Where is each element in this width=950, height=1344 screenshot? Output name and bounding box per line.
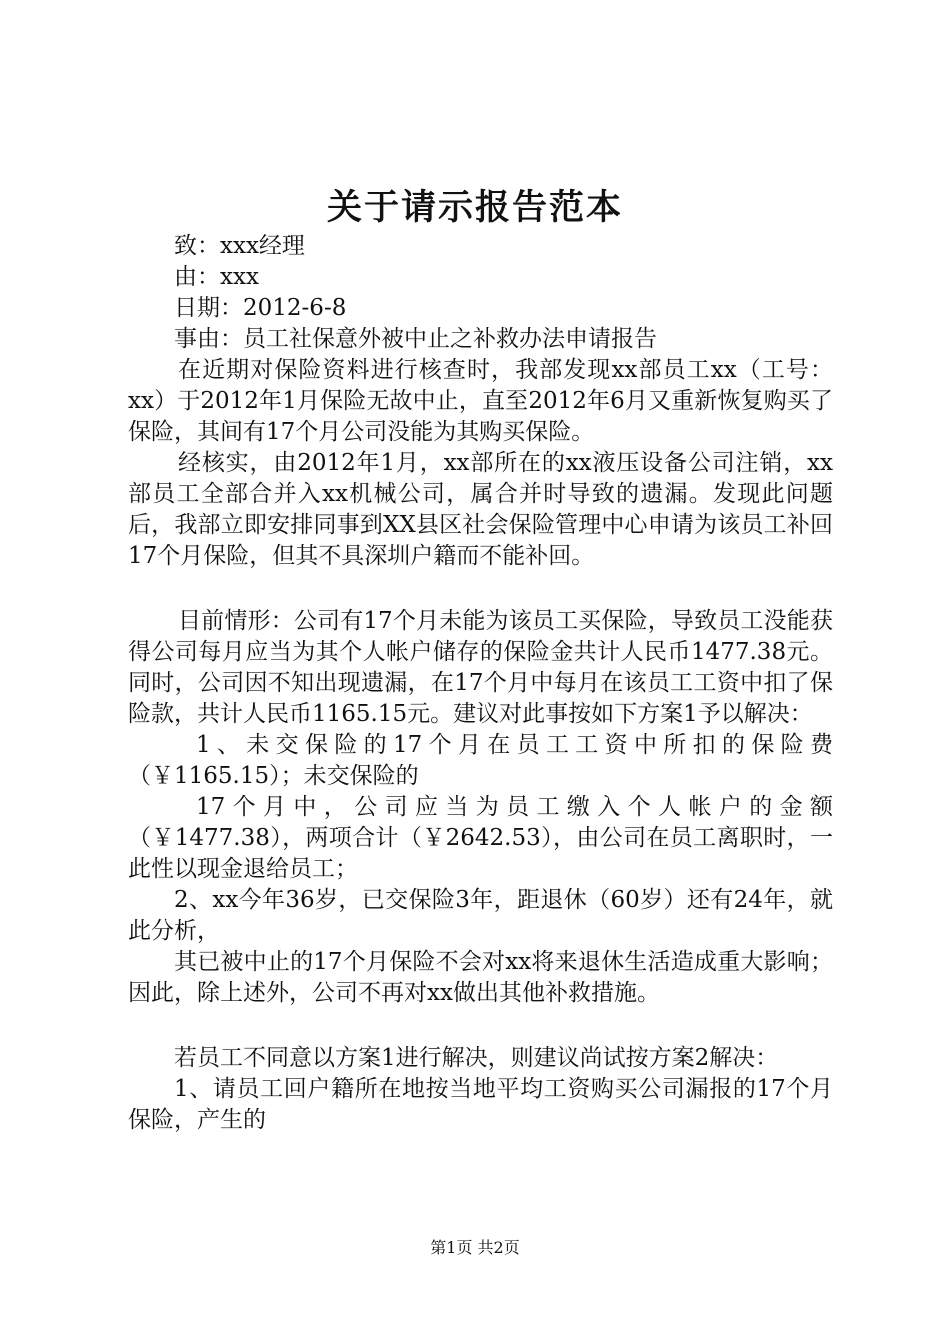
header-to: 致：xxx经理 bbox=[174, 233, 305, 259]
plan1-item2: 2、xx今年36岁，已交保险3年，距退休（60岁）还有24年，就此分析， bbox=[128, 887, 833, 944]
paragraph-verification: 经核实，由2012年1月，xx部所在的xx液压设备公司注销，xx部员工全部合并入xx机械公司，属合并时导致的遗漏。发现此问题后，我部立即安排同事到XX县区社会保险管理中心申请为该员工补回17个月保险，但其不具深圳户籍而不能补回。 bbox=[128, 450, 833, 569]
paragraph-findings: 在近期对保险资料进行核查时，我部发现xx部员工xx（工号：xx）于2012年1月保险无故中止，直至2012年6月又重新恢复购买了保险，其间有17个月公司没能为其购买保险。 bbox=[128, 357, 833, 445]
plan1-item1-cont: 17个月中，公司应当为员工缴入个人帐户的金额（￥1477.38），两项合计（￥2642.53），由公司在员工离职时，一此性以现金退给员工； bbox=[128, 794, 833, 882]
header-subject: 事由：员工社保意外被中止之补救办法申请报告 bbox=[174, 326, 657, 352]
paragraph-gap bbox=[128, 1009, 833, 1043]
paragraph-gap bbox=[128, 572, 833, 606]
header-date: 日期：2012-6-8 bbox=[174, 295, 347, 321]
document-body bbox=[128, 231, 833, 1136]
document-title: 关于请示报告范本 bbox=[326, 187, 623, 228]
header-from: 由：xxx bbox=[174, 264, 259, 290]
plan2-item1: 1、请员工回户籍所在地按当地平均工资购买公司漏报的17个月保险，产生的 bbox=[128, 1076, 833, 1133]
paragraph-plan2-intro: 若员工不同意以方案1进行解决，则建议尚试按方案2解决： bbox=[174, 1045, 779, 1071]
paragraph-current-situation: 目前情形：公司有17个月未能为该员工买保险，导致员工没能获得公司每月应当为其个人帐户储存的保险金共计人民币1477.38元。同时，公司因不知出现遗漏，在17个月中每月在该员工工资中扣了保险款，共计人民币1165.15元。建议对此事按如下方案1予以解决： bbox=[128, 608, 833, 727]
page-footer: 第1页 共2页 bbox=[430, 1238, 520, 1257]
plan1-item2-cont: 其已被中止的17个月保险不会对xx将来退休生活造成重大影响；因此，除上述外，公司不再对xx做出其他补救措施。 bbox=[128, 949, 833, 1006]
plan1-item1: 1、未交保险的17个月在员工工资中所扣的保险费（￥1165.15）；未交保险的 bbox=[128, 732, 833, 789]
